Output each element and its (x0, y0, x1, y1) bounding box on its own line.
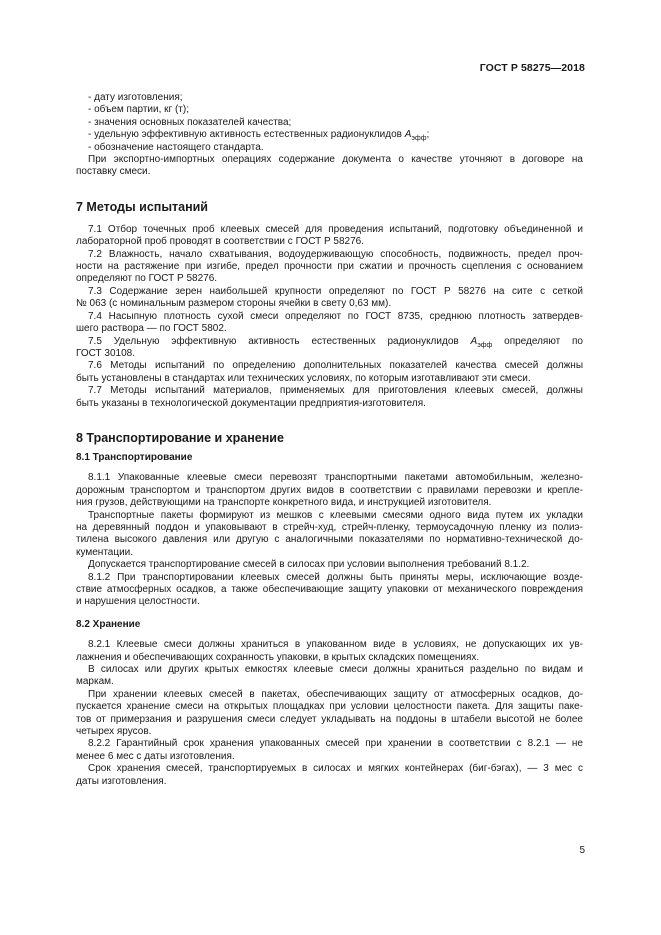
paragraph-line: 8.1.2 При транспортировании клеевых смесей должны быть приняты меры, исключающие возде- (88, 571, 583, 583)
paragraph-line: При хранении клеевых смесей в пакетах, обеспечивающих защиту от атмосферных осадков, до- (88, 688, 583, 700)
paragraph-line: № 063 (с номинальным размером стороны ячейки в свету 0,63 мм). (76, 298, 392, 310)
paragraph-line: и нарушения целостности. (76, 596, 200, 608)
standard-header: ГОСТ Р 58275—2018 (479, 62, 585, 74)
list-item-tail: ; (426, 129, 430, 141)
paragraph-line: маркам. (76, 676, 114, 688)
paragraph-line (76, 336, 583, 348)
paragraph-line: ствие атмосферных осадков, а также обеспечивающие защиту упаковки от механического повреждения (76, 584, 583, 595)
paragraph-line: менее 6 мес с даты изготовления. (76, 750, 235, 762)
paragraph-line: 7.3 Содержание зерен наибольшей крупности определяют по ГОСТ Р 58276 на сите с сеткой (88, 285, 583, 297)
subsection-8-1-title: 8.1 Транспортирование (76, 451, 193, 463)
activity-subscript: эфф (411, 135, 427, 143)
paragraph-line: ГОСТ 30108. (76, 347, 135, 359)
paragraph-line: 8.2.2 Гарантийный срок хранения упакованных смесей при хранении в соответствии с 8.2.1 — не (88, 738, 583, 750)
paragraph-line: дорожным транспортом и транспортом других видов в соответствии с правилами перевозки и крепле- (76, 484, 583, 496)
list-item: - дату изготовления; (88, 92, 183, 103)
paragraph-line: поставку смеси. (76, 166, 151, 178)
paragraph-line: лажнения и обеспечивающих сохранность упаковки, в крытых складских помещениях. (76, 651, 480, 663)
paragraph-line: 8.1.1 Упакованные клеевые смеси перевозят транспортными пакетами автомобильным, железно- (88, 472, 583, 484)
paragraph-line: 7.2 Влажность, начало схватывания, водоудерживающую способность, подвижность, предел проч- (88, 248, 583, 260)
paragraph-line: ния грузов, действующими на транспорте конкретного вида, и инструкцией изготовителя. (76, 497, 492, 509)
list-item: - значения основных показателей качества; (88, 116, 292, 128)
paragraph-line: даты изготовления. (76, 775, 167, 787)
paragraph-line: Транспортные пакеты формируют из мешков с клеевыми смесями одного вида путем их укладки (88, 509, 583, 521)
paragraph-line: При экспортно-импортных операциях содержание документа о качестве уточняют в договоре на (88, 154, 583, 166)
paragraph-line: лабораторной проб проводят в соответствии с ГОСТ Р 58276. (76, 236, 365, 248)
paragraph-line: быть установлены в стандартах или технических условиях, по которым изготавливают эти смеси. (76, 372, 531, 384)
paragraph-line: ности на растяжение при изгибе, предел прочности при сжатии и прочность сцепления с основанием (76, 261, 583, 273)
paragraph-line: быть указаны в технологической документации предприятия-изготовителя. (76, 397, 426, 409)
page-content (76, 92, 583, 788)
section-8-title: 8 Транспортирование и хранение (76, 430, 284, 445)
list-item-text: - удельную эффективную активность естественных радионуклидов (88, 129, 405, 141)
section-7-title: 7 Методы испытаний (76, 199, 208, 214)
subsection-8-2-title: 8.2 Хранение (76, 618, 141, 630)
paragraph-line: В силосах или других крытых емкостях клеевые смеси должны храниться раздельно по видам и (88, 664, 583, 676)
paragraph-text: определяют по (492, 335, 583, 347)
list-item: - объем партии, кг (т); (88, 104, 189, 116)
paragraph-line: 7.4 Насыпную плотность сухой смеси определяют по ГОСТ 8735, среднюю плотность затвердев- (88, 310, 583, 322)
paragraph-line: на деревянный поддон и упаковывают в стрейч-худ, стрейч-пленку, термоусадочную пленку из полиэ- (76, 521, 583, 533)
paragraph-line: 7.1 Отбор точечных проб клеевых смесей для проведения испытаний, подготовку объединенной и (88, 223, 583, 235)
activity-symbol: A (470, 335, 478, 347)
paragraph-line: тилена высокого давления или другую с аналогичными показателями по нормативно-технической до- (76, 534, 583, 546)
paragraph-line: 8.2.1 Клеевые смеси должны храниться в упакованном виде в условиях, не допускающих их ув- (88, 639, 583, 651)
paragraph-line: 7.6 Методы испытаний по определению дополнительных показателей качества смесей должны (88, 360, 583, 372)
paragraph-text: 7.5 Удельную эффективную активность естественных радионуклидов (88, 335, 471, 347)
activity-symbol: A (404, 129, 412, 141)
list-item: - обозначение настоящего стандарта. (88, 141, 264, 153)
paragraph-line: четырех ярусов. (76, 726, 152, 738)
paragraph-line: пускается хранение смеси на открытых площадках при условии целостности пакета. Для защиты паке- (76, 701, 583, 713)
list-item (76, 129, 583, 141)
paragraph-line: Допускается транспортирование смесей в силосах при условии выполнения требований 8.1.2. (88, 559, 530, 571)
paragraph-line: кументации. (76, 546, 134, 558)
paragraph-line: шего раствора — по ГОСТ 5802. (76, 323, 227, 335)
page-number: 5 (579, 845, 585, 856)
paragraph-line: Срок хранения смесей, транспортируемых в силосах и мягких контейнерах (биг-бэгах), — 3 мес с (88, 763, 583, 775)
paragraph-line: определяют по ГОСТ Р 58276. (76, 273, 218, 285)
paragraph-line: тов от примерзания и разрушения смеси следует укладывать на поддоны в штабели высотой не более (76, 713, 583, 725)
activity-subscript: эфф (477, 341, 493, 349)
paragraph-line: 7.7 Методы испытаний материалов, применяемых для приготовления клеевых смесей, должны (88, 385, 583, 397)
